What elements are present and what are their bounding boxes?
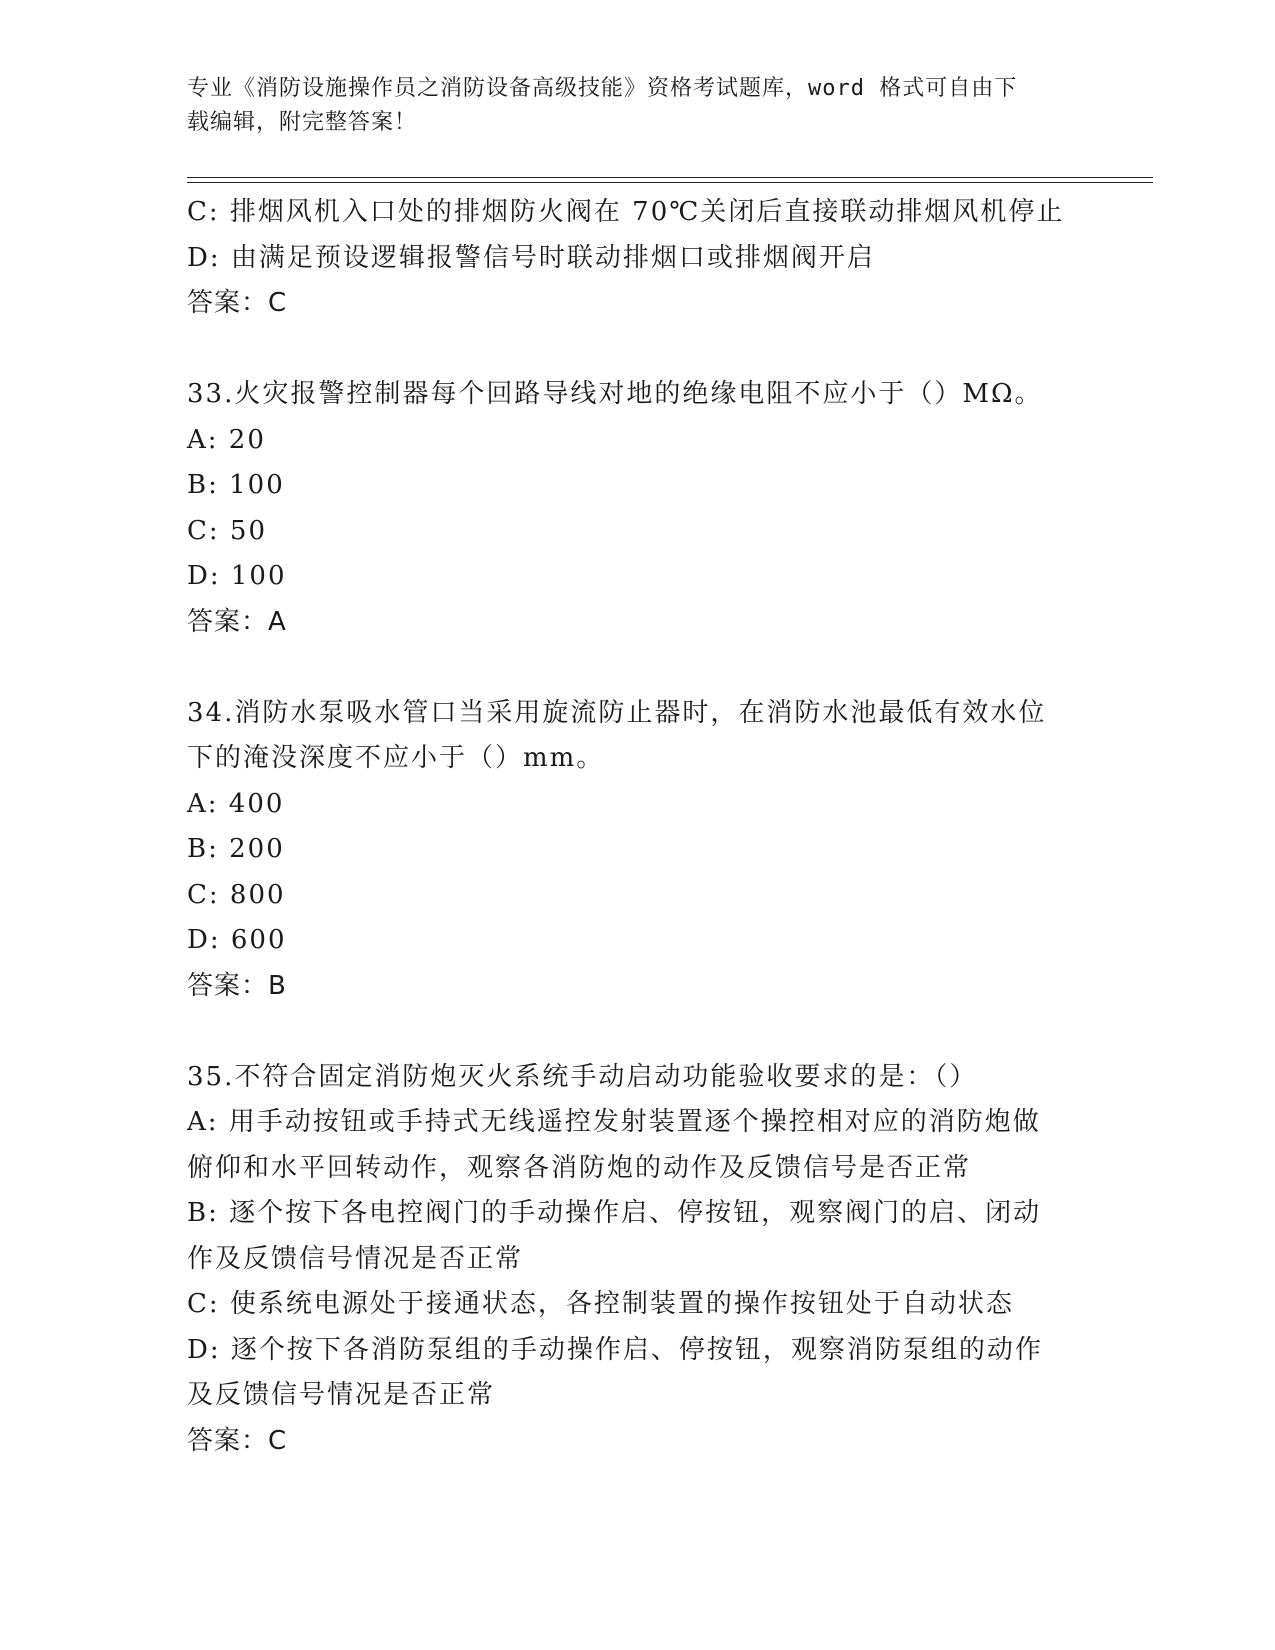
option-c: C: 排烟风机入口处的排烟防火阀在 70℃关闭后直接联动排烟风机停止	[187, 197, 1065, 227]
option-a: A: 400	[187, 788, 285, 819]
header-divider-bottom	[187, 182, 1153, 183]
question-33	[187, 372, 1087, 645]
answer: 答案：C	[187, 288, 288, 318]
answer: 答案：B	[187, 970, 287, 1001]
option-b: B: 200	[187, 834, 285, 864]
option-d: D: 600	[187, 925, 287, 955]
header-divider-top	[187, 177, 1153, 178]
question-32-continued	[187, 190, 1087, 327]
option-b-continued: 作及反馈信号情况是否正常	[187, 1243, 524, 1274]
header-line-2: 载编辑，附完整答案！	[187, 110, 418, 135]
option-d: D: 100	[187, 561, 287, 591]
option-b: B: 100	[187, 470, 285, 500]
question-stem: 34.消防水泵吸水管口当采用旋流防止器时，在消防水池最低有效水位	[187, 697, 1047, 728]
question-content	[187, 190, 1087, 1464]
question-35	[187, 1055, 1087, 1465]
option-a: A: 用手动按钮或手持式无线遥控发射装置逐个操控相对应的消防炮做	[187, 1107, 1041, 1137]
option-d-continued: 及反馈信号情况是否正常	[187, 1380, 496, 1410]
option-c: C: 800	[187, 879, 286, 910]
spacer	[187, 1009, 1087, 1055]
question-stem: 33.火灾报警控制器每个回路导线对地的绝缘电阻不应小于（）MΩ。	[187, 379, 1043, 409]
option-a: A: 20	[187, 424, 266, 455]
spacer	[187, 645, 1087, 691]
option-b: B: 逐个按下各电控阀门的手动操作启、停按钮，观察阀门的启、闭动	[187, 1198, 1042, 1228]
spacer	[187, 327, 1087, 373]
question-34	[187, 691, 1087, 1010]
answer: 答案：C	[187, 1425, 288, 1456]
option-a-continued: 俯仰和水平回转动作，观察各消防炮的动作及反馈信号是否正常	[187, 1152, 972, 1183]
question-stem-continued: 下的淹没深度不应小于（）mm。	[187, 743, 605, 773]
document-header	[187, 72, 1067, 140]
option-c: C: 使系统电源处于接通状态，各控制装置的操作按钮处于自动状态	[187, 1289, 1014, 1319]
question-stem: 35.不符合固定消防炮灭火系统手动启动功能验收要求的是：（）	[187, 1061, 978, 1092]
header-line-1: 专业《消防设施操作员之消防设备高级技能》资格考试题库，word 格式可自由下	[187, 76, 1018, 101]
answer: 答案：A	[187, 606, 287, 637]
option-c: C: 50	[187, 515, 268, 546]
option-d: D: 逐个按下各消防泵组的手动操作启、停按钮，观察消防泵组的动作	[187, 1334, 1043, 1365]
option-d: D: 由满足预设逻辑报警信号时联动排烟口或排烟阀开启	[187, 242, 875, 273]
